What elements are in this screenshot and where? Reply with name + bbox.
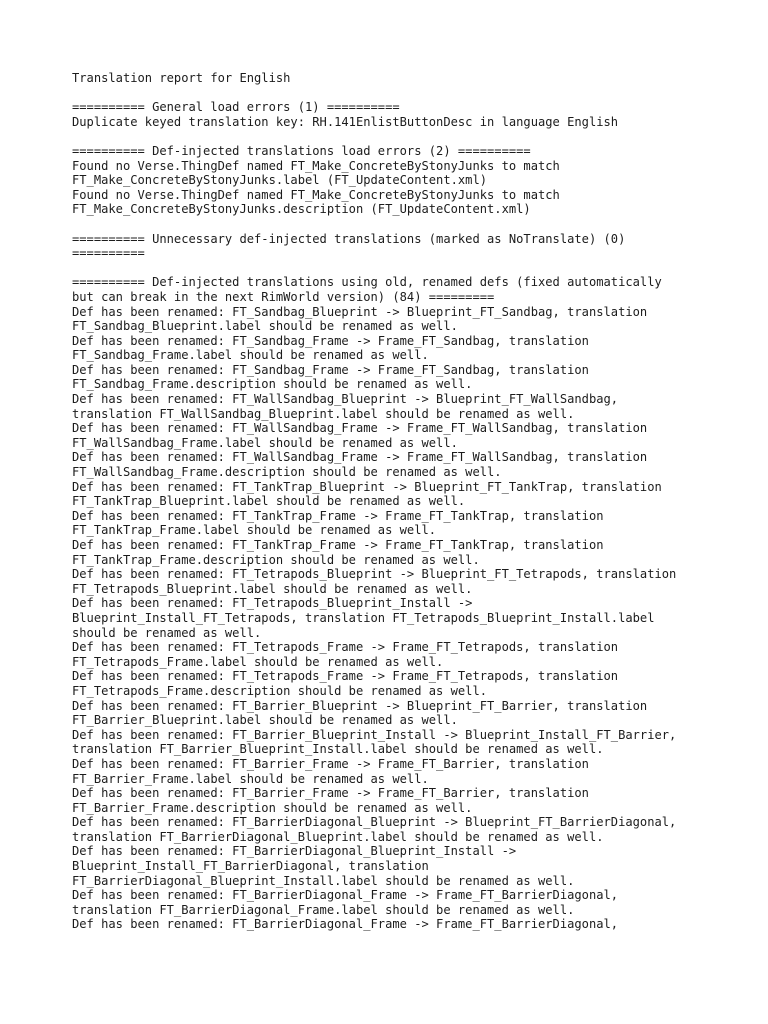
report-line: Def has been renamed: FT_BarrierDiagonal_Blueprint_Install ->	[72, 844, 517, 859]
report-line: Def has been renamed: FT_WallSandbag_Blueprint -> Blueprint_FT_WallSandbag,	[72, 392, 619, 407]
report-line: but can break in the next RimWorld version) (84) =========	[72, 289, 495, 304]
report-line: Duplicate keyed translation key: RH.141EnlistButtonDesc in language English	[72, 114, 619, 129]
document-page	[72, 71, 752, 932]
report-line: FT_Tetrapods_Frame.label should be renamed as well.	[72, 654, 444, 669]
report-line: FT_Barrier_Blueprint.label should be renamed as well.	[72, 713, 458, 728]
report-title: Translation report for English	[72, 71, 291, 85]
report-line: Blueprint_Install_FT_Tetrapods, translation FT_Tetrapods_Blueprint_Install.label	[72, 610, 655, 625]
report-line: Def has been renamed: FT_Tetrapods_Frame -> Frame_FT_Tetrapods, translation	[72, 640, 619, 655]
report-line: FT_WallSandbag_Frame.description should be renamed as well.	[72, 465, 502, 480]
section-header: ========== Def-injected translations load errors (2) ==========	[72, 143, 531, 158]
report-line: FT_Barrier_Frame.label should be renamed as well.	[72, 771, 429, 786]
report-line: Def has been renamed: FT_BarrierDiagonal_Blueprint -> Blueprint_FT_BarrierDiagonal,	[72, 815, 677, 830]
report-line: Found no Verse.ThingDef named FT_Make_ConcreteByStonyJunks to match	[72, 187, 560, 202]
section-header: ========== Def-injected translations using old, renamed defs (fixed automatically	[72, 275, 662, 290]
report-line: Def has been renamed: FT_Tetrapods_Blueprint_Install ->	[72, 596, 473, 611]
report-line: FT_Make_ConcreteByStonyJunks.description (FT_UpdateContent.xml)	[72, 202, 531, 217]
report-line: Def has been renamed: FT_TankTrap_Frame -> Frame_FT_TankTrap, translation	[72, 508, 604, 523]
report-line: translation FT_BarrierDiagonal_Frame.label should be renamed as well.	[72, 902, 575, 917]
report-line: FT_Make_ConcreteByStonyJunks.label (FT_UpdateContent.xml)	[72, 173, 488, 188]
report-line: Def has been renamed: FT_Sandbag_Blueprint -> Blueprint_FT_Sandbag, translation	[72, 304, 648, 319]
report-line: FT_WallSandbag_Frame.label should be renamed as well.	[72, 435, 458, 450]
report-line: FT_TankTrap_Frame.label should be renamed as well.	[72, 523, 437, 538]
report-line: Blueprint_Install_FT_BarrierDiagonal, translation	[72, 859, 429, 874]
blank-line	[72, 261, 752, 276]
report-line: Def has been renamed: FT_Barrier_Frame -> Frame_FT_Barrier, translation	[72, 756, 589, 771]
report-line: Def has been renamed: FT_Barrier_Blueprint_Install -> Blueprint_Install_FT_Barrier,	[72, 727, 677, 742]
report-line: FT_Tetrapods_Blueprint.label should be renamed as well.	[72, 581, 473, 596]
section-header: ========== Unnecessary def-injected translations (marked as NoTranslate) (0)	[72, 231, 626, 246]
report-line: Def has been renamed: FT_Barrier_Blueprint -> Blueprint_FT_Barrier, translation	[72, 698, 648, 713]
report-line: FT_BarrierDiagonal_Blueprint_Install.label should be renamed as well.	[72, 873, 575, 888]
blank-line	[72, 129, 752, 144]
report-line: FT_Sandbag_Frame.description should be renamed as well.	[72, 377, 473, 392]
blank-line	[72, 86, 752, 101]
report-line: FT_Sandbag_Blueprint.label should be renamed as well.	[72, 319, 458, 334]
report-line: FT_Sandbag_Frame.label should be renamed as well.	[72, 348, 429, 363]
report-line: Def has been renamed: FT_Sandbag_Frame -> Frame_FT_Sandbag, translation	[72, 362, 589, 377]
report-line: translation FT_WallSandbag_Blueprint.label should be renamed as well.	[72, 406, 575, 421]
report-line: Found no Verse.ThingDef named FT_Make_ConcreteByStonyJunks to match	[72, 158, 560, 173]
report-line: FT_TankTrap_Blueprint.label should be renamed as well.	[72, 494, 466, 509]
report-line: translation FT_Barrier_Blueprint_Install.label should be renamed as well.	[72, 742, 604, 757]
report-line: Def has been renamed: FT_Tetrapods_Frame -> Frame_FT_Tetrapods, translation	[72, 669, 619, 684]
report-line: translation FT_BarrierDiagonal_Blueprint.label should be renamed as well.	[72, 829, 604, 844]
report-line: Def has been renamed: FT_BarrierDiagonal_Frame -> Frame_FT_BarrierDiagonal,	[72, 888, 619, 903]
report-line: FT_Tetrapods_Frame.description should be renamed as well.	[72, 683, 488, 698]
section-header: ==========	[72, 246, 145, 261]
report-line: FT_TankTrap_Frame.description should be renamed as well.	[72, 552, 480, 567]
report-line: FT_Barrier_Frame.description should be renamed as well.	[72, 800, 473, 815]
blank-line	[72, 217, 752, 232]
report-line: Def has been renamed: FT_Sandbag_Frame -> Frame_FT_Sandbag, translation	[72, 333, 589, 348]
report-line: Def has been renamed: FT_Tetrapods_Blueprint -> Blueprint_FT_Tetrapods, translation	[72, 567, 677, 582]
report-line: Def has been renamed: FT_WallSandbag_Frame -> Frame_FT_WallSandbag, translation	[72, 450, 648, 465]
report-line: Def has been renamed: FT_TankTrap_Frame -> Frame_FT_TankTrap, translation	[72, 538, 604, 552]
report-line: Def has been renamed: FT_Barrier_Frame -> Frame_FT_Barrier, translation	[72, 786, 589, 801]
report-line: Def has been renamed: FT_WallSandbag_Frame -> Frame_FT_WallSandbag, translation	[72, 421, 648, 436]
section-header: ========== General load errors (1) ==========	[72, 100, 400, 115]
report-line: Def has been renamed: FT_TankTrap_Blueprint -> Blueprint_FT_TankTrap, translation	[72, 479, 662, 494]
report-line: Def has been renamed: FT_BarrierDiagonal_Frame -> Frame_FT_BarrierDiagonal,	[72, 917, 619, 932]
report-line: should be renamed as well.	[72, 625, 262, 640]
